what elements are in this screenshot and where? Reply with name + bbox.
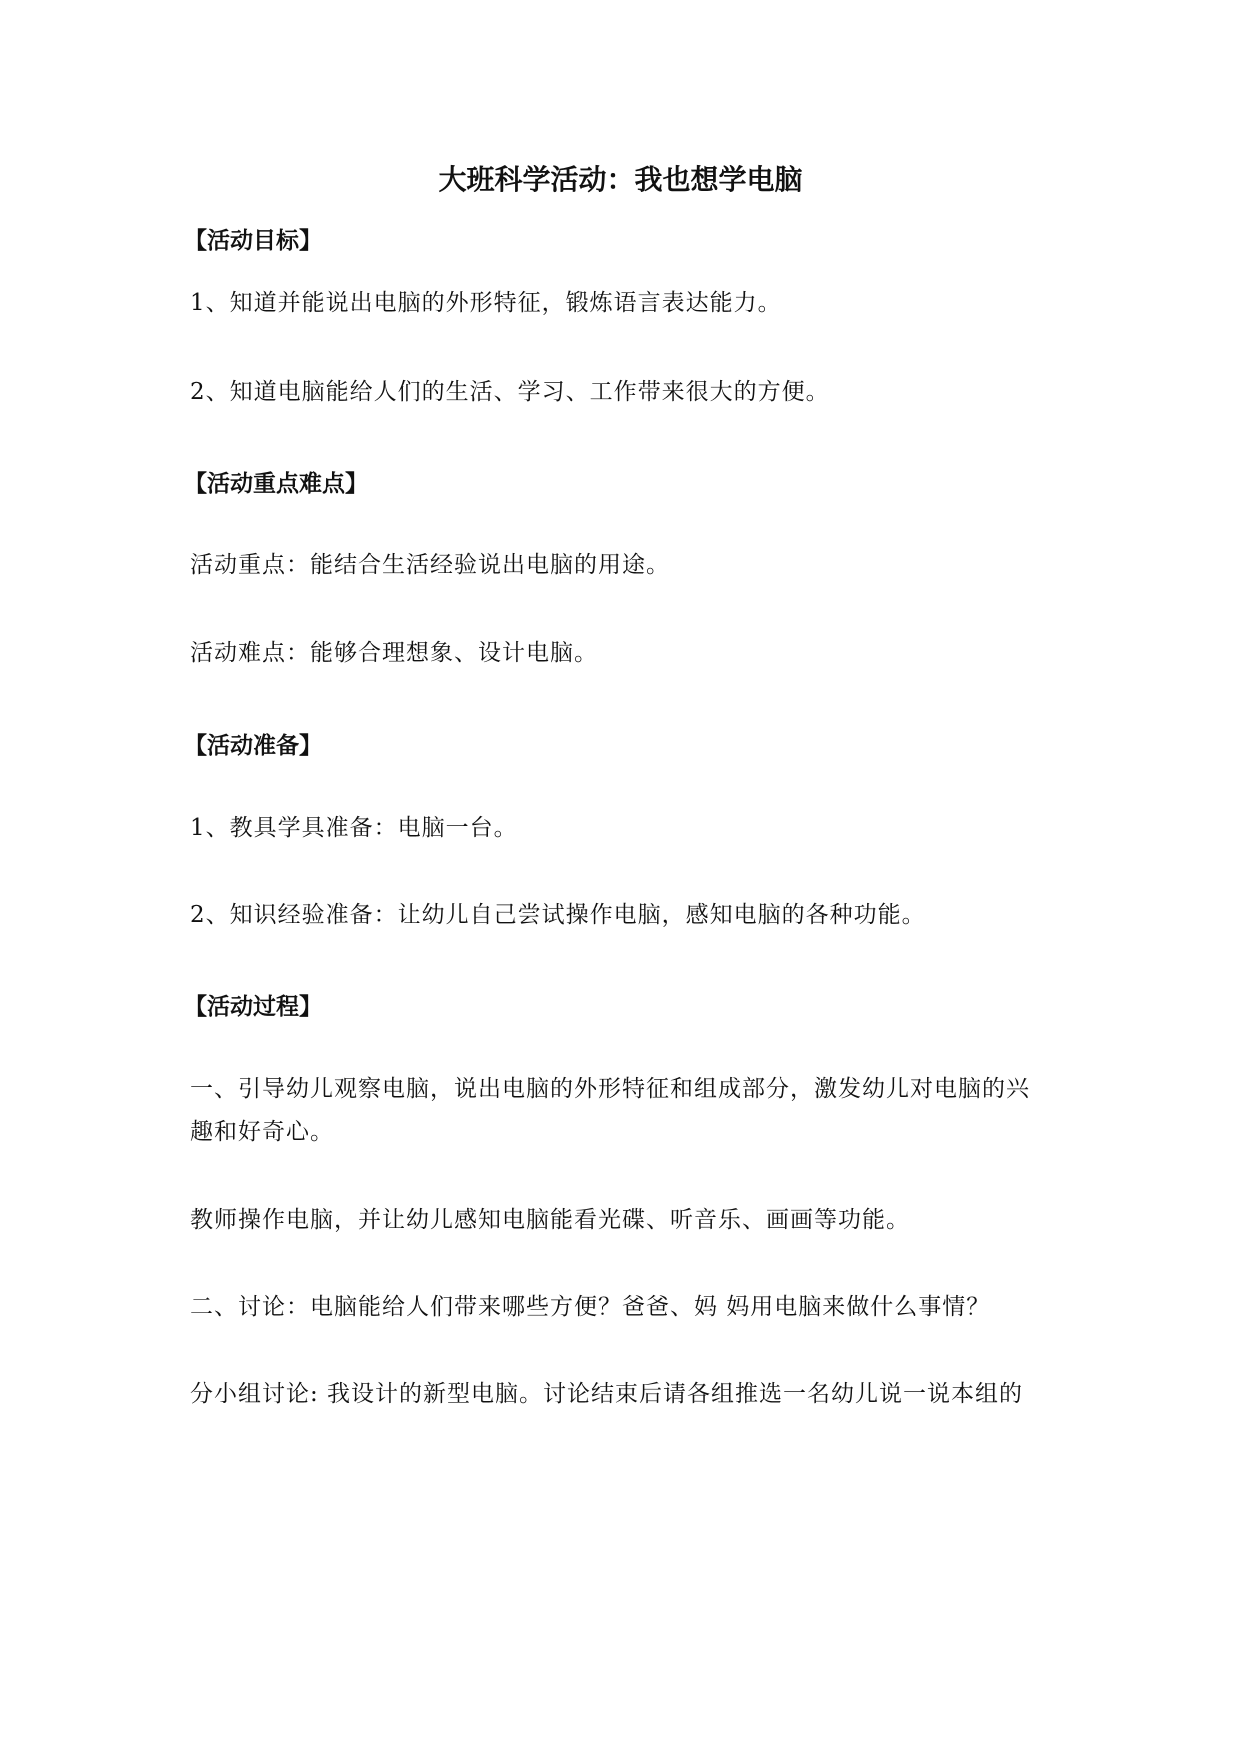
section-heading-goals: 【活动目标】 [184,228,322,254]
goal-item-2: 2、知道电脑能给人们的生活、学习、工作带来很大的方便。 [190,379,830,405]
process-paragraph-4: 分小组讨论: 我设计的新型电脑。讨论结束后请各组推选一名幼儿说一说本组的 [190,1381,1024,1407]
key-point-item-2: 活动难点：能够合理想象、设计电脑。 [190,640,598,666]
process-paragraph-1-line-1: 一、引导幼儿观察电脑，说出电脑的外形特征和组成部分，激发幼儿对电脑的兴 [190,1076,1030,1102]
preparation-item-1: 1、教具学具准备：电脑一台。 [190,815,518,841]
goal-item-1: 1、知道并能说出电脑的外形特征，锻炼语言表达能力。 [190,290,782,316]
process-paragraph-3: 二、讨论：电脑能给人们带来哪些方便？爸爸、妈 妈用电脑来做什么事情？ [190,1294,991,1320]
process-paragraph-2: 教师操作电脑，并让幼儿感知电脑能看光碟、听音乐、画画等功能。 [190,1207,910,1233]
section-heading-process: 【活动过程】 [184,994,322,1020]
section-heading-key-points: 【活动重点难点】 [184,471,368,497]
section-heading-preparation: 【活动准备】 [184,733,322,759]
preparation-item-2: 2、知识经验准备：让幼儿自己尝试操作电脑，感知电脑的各种功能。 [190,902,926,928]
document-title: 大班科学活动：我也想学电脑 [438,163,803,196]
process-paragraph-1-line-2: 趣和好奇心。 [190,1119,334,1145]
key-point-item-1: 活动重点：能结合生活经验说出电脑的用途。 [190,552,670,578]
